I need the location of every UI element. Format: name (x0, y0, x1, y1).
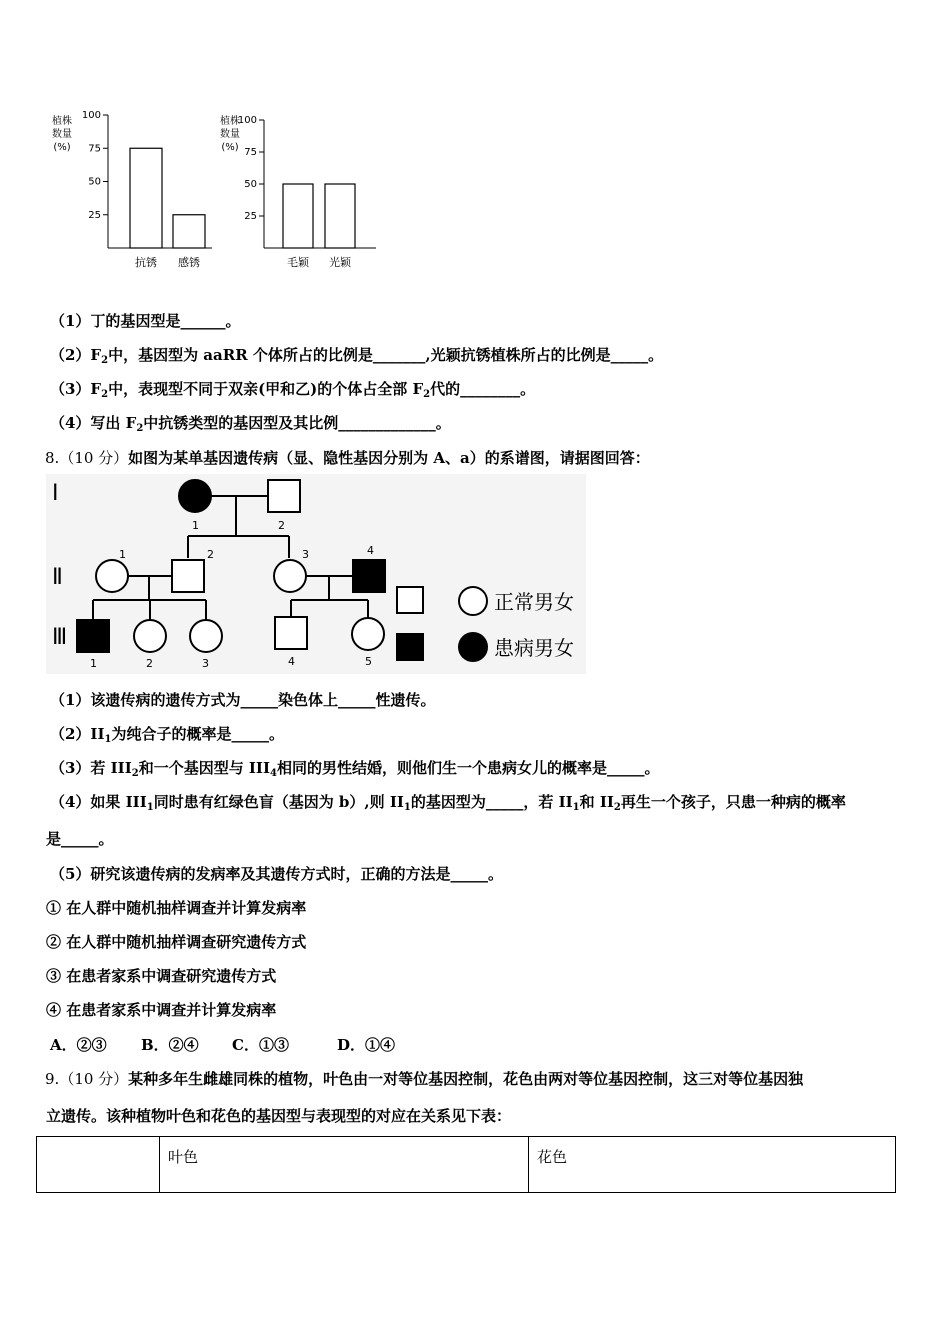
gen-label-1: Ⅰ (52, 481, 59, 506)
q8-sub3-text-c: 相同的男性结婚，则他们生一个患病女儿的概率是_____。 (276, 759, 660, 777)
q7-sub3-text-c: 代的________。 (430, 380, 536, 398)
q8-choice-c[interactable]: C．①③ (232, 1036, 289, 1054)
pedigree-I1-affected-female (179, 480, 211, 512)
q8-sub4-subscript-d: 2 (613, 802, 621, 813)
q8-sub3-text-b: 和一个基因型与 III (138, 759, 270, 777)
chart-2-ytick-label-25: 25 (244, 211, 257, 222)
chart-1-ylabel-3: (%) (53, 142, 71, 153)
pedigree-II4-number: 4 (367, 544, 374, 557)
table-cell-empty (37, 1137, 160, 1193)
chart-2-ylabel-3: (%) (221, 142, 239, 153)
q8-sub5 (50, 864, 503, 884)
q8-sub2-subscript: 1 (104, 734, 112, 745)
q8-option-2-text: ② 在人群中随机抽样调查研究遗传方式 (46, 933, 307, 951)
chart-2-ytick-label-75: 75 (244, 147, 257, 158)
q8-score: （10 分） (59, 449, 129, 467)
q9-stem-line2 (46, 1106, 511, 1126)
pedigree-II2-number: 2 (207, 548, 214, 561)
q8-stem-text: 如图为某单基因遗传病（显、隐性基因分别为 A、a）的系谱图，请据图回答： (128, 449, 650, 467)
q8-number: 8. (45, 449, 60, 467)
q8-sub4-subscript-a: 1 (146, 802, 154, 813)
chart-1-ytick-label-100: 100 (81, 110, 101, 121)
chart-2-ylabel-1: 植株 (220, 116, 240, 127)
pedigree-II4-affected-male (353, 560, 385, 592)
chart-1-ylabel-1: 植株 (52, 116, 72, 127)
q8-sub5-text: （5）研究该遗传病的发病率及其遗传方式时，正确的方法是_____。 (50, 865, 503, 883)
q8-sub3 (50, 758, 659, 778)
q9-stem-line1 (45, 1069, 803, 1089)
q8-sub2 (50, 724, 284, 744)
chart-1-bar-2 (173, 215, 205, 248)
chart-1-ytick-label-75: 75 (88, 143, 101, 155)
q8-sub4-text-a: （4）如果 III (50, 793, 147, 811)
chart-2-ytick-label-50: 50 (244, 179, 257, 190)
table-header-leaf-color: 叶色 (160, 1137, 529, 1193)
chart-2-category-label-2: 光颖 (329, 256, 351, 269)
pedigree-II3-number: 3 (302, 548, 309, 561)
q8-option-1 (46, 898, 306, 918)
chart-1-ytick-label-25: 25 (88, 209, 101, 221)
q8-sub4-subscript-b: 1 (403, 802, 411, 813)
q8-sub3-subscript-a: 2 (131, 768, 139, 779)
q7-sub2-text-b: 中，基因型为 aaRR 个体所占的比例是_______,光颖抗锈植株所占的比例是_____。 (108, 346, 664, 364)
pedigree-III3-number: 3 (202, 657, 209, 670)
pedigree-III5-normal-female (352, 618, 384, 650)
chart-2-bar-2 (325, 184, 355, 248)
chart-1-category-label-2: 感锈 (178, 256, 200, 269)
q9-stem-text-1: 某种多年生雌雄同株的植物，叶色由一对等位基因控制，花色由两对等位基因控制，这三对等位基因独 (128, 1070, 804, 1088)
chart-1 (52, 110, 212, 269)
chart-1-ytick-label-50: 50 (88, 176, 101, 188)
pedigree-III1-number: 1 (90, 657, 97, 670)
q8-option-3 (46, 966, 276, 986)
q7-sub3-subscript-a: 2 (101, 389, 109, 400)
chart-2 (220, 114, 376, 269)
q8-option-2 (46, 932, 306, 952)
chart-1-ylabel-2: 数量 (52, 129, 72, 140)
pedigree-II2-normal-male (172, 560, 204, 592)
q7-sub4 (50, 413, 451, 433)
chart-1-category-label-1: 抗锈 (135, 256, 157, 269)
table-row (37, 1137, 896, 1193)
q7-sub1 (50, 311, 240, 331)
legend-normal-label: 正常男女 (494, 590, 574, 614)
pedigree-III3-normal-female (190, 620, 222, 652)
pedigree-II1-number: 1 (119, 548, 126, 561)
q8-sub1-text: （1）该遗传病的遗传方式为_____染色体上_____性遗传。 (50, 691, 436, 709)
pedigree-II3-normal-female (274, 560, 306, 592)
q9-stem-text-2: 立遗传。该种植物叶色和花色的基因型与表现型的对应在关系见下表： (46, 1107, 512, 1125)
q7-sub2-subscript: 2 (101, 355, 109, 366)
q7-sub4-text-a: （4）写出 F (50, 414, 137, 432)
q8-stem (45, 448, 650, 468)
q8-sub2-text-a: （2）II (50, 725, 105, 743)
q9-score: （10 分） (59, 1070, 129, 1088)
q8-choice-b[interactable]: B．②④ (141, 1036, 199, 1054)
pedigree-II1-normal-female (96, 560, 128, 592)
legend-affected-label: 患病男女 (494, 636, 574, 660)
q8-sub4 (50, 792, 846, 812)
q7-sub3-subscript-b: 2 (423, 389, 431, 400)
q8-sub4-text-f: 是_____。 (46, 830, 114, 848)
q9-number: 9. (45, 1070, 60, 1088)
chart-2-bar-1 (283, 184, 313, 248)
q8-sub4-text-c: 的基因型为_____，若 II (410, 793, 573, 811)
pedigree-III4-normal-male (275, 617, 307, 649)
q7-sub2 (50, 345, 663, 365)
pedigree-III1-affected-male (77, 620, 109, 652)
q8-sub3-subscript-b: 4 (269, 768, 277, 779)
q8-sub4-text-e: 再生一个孩子，只患一种病的概率 (620, 793, 846, 811)
bar-charts (40, 100, 400, 280)
legend-normal-male-icon (397, 587, 423, 613)
chart-1-bar-1 (130, 148, 162, 248)
q8-option-3-text: ③ 在患者家系中调查研究遗传方式 (46, 967, 277, 985)
pedigree-III2-number: 2 (146, 657, 153, 670)
q8-choice-a[interactable]: A．②③ (50, 1036, 107, 1054)
pedigree-I2-number: 2 (278, 519, 285, 532)
q7-sub3-text-a: （3）F (50, 380, 102, 398)
gen-label-3: Ⅲ (52, 625, 68, 650)
q8-sub2-text-b: 为纯合子的概率是_____。 (111, 725, 284, 743)
pedigree-I1-number: 1 (192, 519, 199, 532)
chart-2-ytick-label-100: 100 (237, 115, 257, 126)
q8-sub4-subscript-c: 1 (572, 802, 580, 813)
legend-affected-male-icon (397, 634, 423, 660)
q8-sub1 (50, 690, 435, 710)
legend-affected-female-icon (459, 633, 487, 661)
pedigree-I2-normal-male (268, 480, 300, 512)
q7-sub4-text-b: 中抗锈类型的基因型及其比例_____________。 (143, 414, 451, 432)
table-header-flower-color: 花色 (529, 1137, 896, 1193)
q7-sub3 (50, 379, 535, 399)
gen-label-2: Ⅱ (52, 565, 63, 590)
q7-sub3-text-b: 中，表现型不同于双亲(甲和乙)的个体占全部 F (108, 380, 424, 398)
q8-option-4 (46, 1000, 276, 1020)
pedigree-III4-number: 4 (288, 655, 295, 668)
q8-sub4-cont (46, 829, 114, 849)
q9-table (36, 1136, 896, 1193)
chart-2-category-label-1: 毛颖 (287, 256, 309, 269)
q8-option-1-text: ① 在人群中随机抽样调查并计算发病率 (46, 899, 307, 917)
q7-sub4-subscript: 2 (136, 423, 144, 434)
chart-2-ylabel-2: 数量 (220, 129, 240, 140)
q8-sub3-text-a: （3）若 III (50, 759, 132, 777)
q8-sub4-text-b: 同时患有红绿色盲（基因为 b）,则 II (153, 793, 404, 811)
q8-choice-d[interactable]: D．①④ (337, 1036, 396, 1054)
pedigree-chart (46, 474, 586, 674)
q8-option-4-text: ④ 在患者家系中调查并计算发病率 (46, 1001, 277, 1019)
pedigree-III2-normal-female (134, 620, 166, 652)
q8-sub4-text-d: 和 II (579, 793, 614, 811)
q7-sub1-text: （1）丁的基因型是______。 (50, 312, 241, 330)
legend-normal-female-icon (459, 587, 487, 615)
q7-sub2-text-a: （2）F (50, 346, 102, 364)
pedigree-III5-number: 5 (365, 655, 372, 668)
